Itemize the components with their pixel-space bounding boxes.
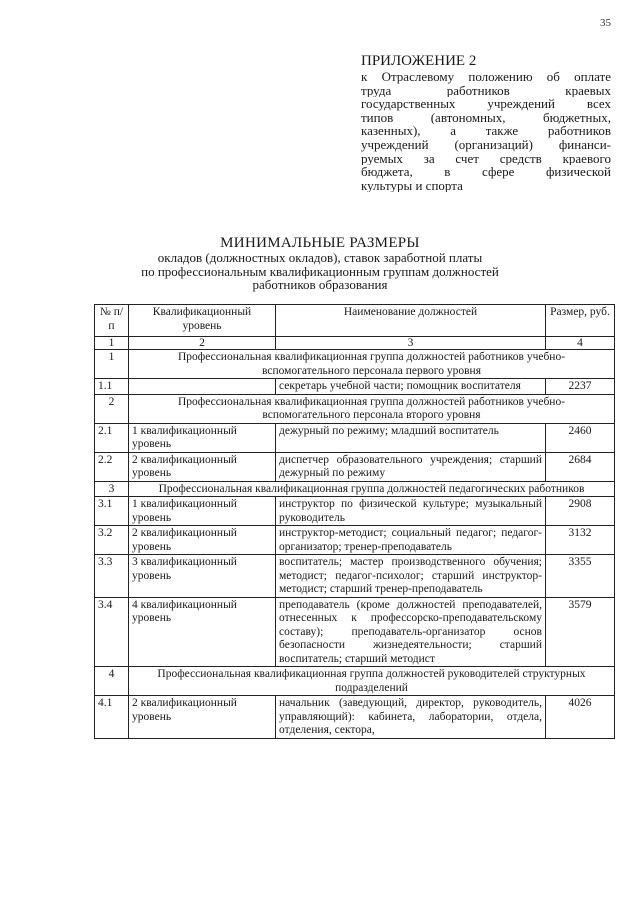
group-row xyxy=(95,350,615,379)
row-number: 3.4 xyxy=(95,597,129,667)
appendix-title: ПРИЛОЖЕНИЕ 2 xyxy=(361,53,477,69)
salary-amount: 3579 xyxy=(546,597,615,667)
qualification-level: 4 квалификационный уровень xyxy=(129,597,276,667)
appendix-line: культуры и спорта xyxy=(361,178,463,193)
document-title-main: МИНИМАЛЬНЫЕ РАЗМЕРЫ xyxy=(220,235,420,251)
table-row xyxy=(95,497,615,526)
document-title-line: окладов (должностных окладов), ставок заработной платы xyxy=(157,250,483,265)
row-number: 3.3 xyxy=(95,555,129,598)
table-header-row xyxy=(95,305,615,337)
row-number: 2.1 xyxy=(95,423,129,452)
table-row xyxy=(95,526,615,555)
salary-amount: 2237 xyxy=(546,379,615,395)
appendix-line: типов (автономных, бюджетных, xyxy=(361,110,611,125)
group-number: 1 xyxy=(95,350,129,379)
position-names: инструктор-методист; социальный педагог; педагог-организатор; тренер-преподаватель xyxy=(276,526,546,555)
qualification-level: 2 квалификационный уровень xyxy=(129,526,276,555)
group-title: Профессиональная квалификационная группа должностей руководителей структурных подразделений xyxy=(129,667,615,696)
appendix-block xyxy=(361,53,611,192)
column-number: 2 xyxy=(129,337,276,350)
row-number: 2.2 xyxy=(95,452,129,481)
table-row xyxy=(95,452,615,481)
salary-amount: 3355 xyxy=(546,555,615,598)
position-names: дежурный по режиму; младший воспитатель xyxy=(276,423,546,452)
qualification-level: 1 квалификационный уровень xyxy=(129,497,276,526)
group-row xyxy=(95,481,615,497)
document-title-line: по профессиональным квалификационным группам должностей xyxy=(141,263,499,279)
group-title: Профессиональная квалификационная группа должностей работников учебно-вспомогательного персонала первого уровня xyxy=(129,350,615,379)
salary-amount: 2908 xyxy=(546,497,615,526)
table-row xyxy=(95,555,615,598)
qualification-level: 1 квалификационный уровень xyxy=(129,423,276,452)
header-positions: Наименование должностей xyxy=(276,305,546,337)
table-row xyxy=(95,597,615,667)
header-num: № п/п xyxy=(95,305,129,337)
group-number: 2 xyxy=(95,394,129,423)
appendix-line: бюджета, в сфере физической xyxy=(361,165,611,179)
qualification-level: 2 квалификационный уровень xyxy=(129,696,276,739)
header-level: Квалификационный уровень xyxy=(129,305,276,337)
appendix-line: учреждений (организаций) финанси- xyxy=(361,137,611,152)
appendix-line: государственных учреждений всех xyxy=(361,97,611,111)
salary-table xyxy=(94,304,615,739)
position-names: воспитатель; мастер производственного обучения; методист; педагог-психолог; старший инструктор-методист; старший тренер-преподаватель xyxy=(276,555,546,598)
row-number: 3.2 xyxy=(95,526,129,555)
position-names: диспетчер образовательного учреждения; старший дежурный по режиму xyxy=(276,452,546,481)
group-number: 4 xyxy=(95,667,129,696)
appendix-line: казенных), а также работников xyxy=(361,124,611,138)
document-title-line: работников образования xyxy=(252,277,388,292)
table-row xyxy=(95,696,615,739)
salary-amount: 2460 xyxy=(546,423,615,452)
column-number: 3 xyxy=(276,337,546,350)
position-names: преподаватель (кроме должностей преподавателей, отнесенных к профессорско-преподавательскому составу); преподаватель-организатор основ безопасности жизнедеятельности; старший воспитатель; старший методист xyxy=(276,597,546,667)
table-row xyxy=(95,379,615,395)
row-number: 1.1 xyxy=(95,379,129,395)
group-row xyxy=(95,667,615,696)
appendix-line: труда работников краевых xyxy=(361,83,611,98)
row-number: 3.1 xyxy=(95,497,129,526)
document-title xyxy=(0,236,640,292)
row-number: 4.1 xyxy=(95,696,129,739)
position-names: секретарь учебной части; помощник воспитателя xyxy=(276,379,546,395)
group-title: Профессиональная квалификационная группа должностей работников учебно-вспомогательного персонала второго уровня xyxy=(129,394,615,423)
table-row xyxy=(95,423,615,452)
position-names: начальник (заведующий, директор, руководитель, управляющий): кабинета, лаборатории, отдела, отделения, сектора, xyxy=(276,696,546,739)
qualification-level xyxy=(129,379,276,395)
qualification-level: 2 квалификационный уровень xyxy=(129,452,276,481)
appendix-line: к Отраслевому положению об оплате xyxy=(361,70,611,84)
column-number: 4 xyxy=(546,337,615,350)
qualification-level: 3 квалификационный уровень xyxy=(129,555,276,598)
group-row xyxy=(95,394,615,423)
column-number: 1 xyxy=(95,337,129,350)
group-number: 3 xyxy=(95,481,129,497)
column-number-row xyxy=(95,337,615,350)
salary-amount: 4026 xyxy=(546,696,615,739)
salary-amount: 3132 xyxy=(546,526,615,555)
appendix-line: руемых за счет средств краевого xyxy=(361,151,611,166)
page-number: 35 xyxy=(600,17,611,29)
salary-amount: 2684 xyxy=(546,452,615,481)
header-size: Размер, руб. xyxy=(546,305,615,337)
position-names: инструктор по физической культуре; музыкальный руководитель xyxy=(276,497,546,526)
group-title: Профессиональная квалификационная группа должностей педагогических работников xyxy=(129,481,615,497)
